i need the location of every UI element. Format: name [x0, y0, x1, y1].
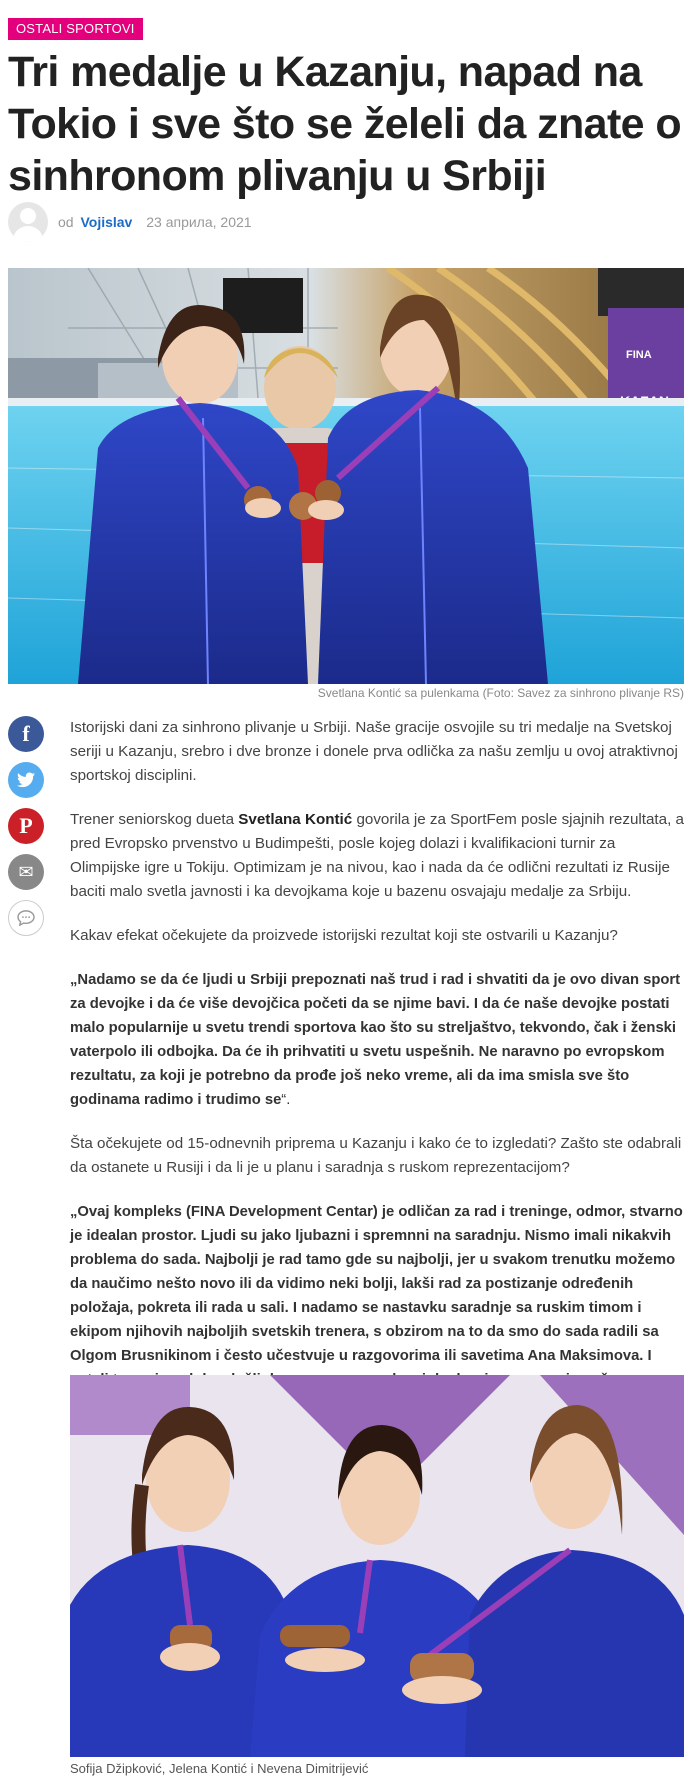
answer-1: [70, 968, 684, 1112]
paragraph-coach: [70, 808, 684, 904]
pinterest-icon: P: [19, 813, 33, 838]
comments-button[interactable]: [8, 900, 44, 936]
facebook-share-button[interactable]: [8, 716, 44, 752]
share-bar: [8, 716, 44, 946]
coach-name: Svetlana Kontić: [238, 811, 353, 828]
comment-icon: [17, 910, 35, 926]
email-icon: ✉: [18, 861, 34, 882]
pinterest-share-button[interactable]: [8, 808, 44, 844]
second-photo: [70, 1375, 684, 1757]
banner-fina: FINA: [626, 349, 652, 361]
article-meta: [8, 202, 252, 242]
category-badge[interactable]: OSTALI SPORTOVI: [8, 18, 143, 40]
answer-1-end: “.: [281, 1092, 291, 1108]
paragraph-coach-start: Trener seniorskog dueta: [70, 811, 239, 828]
paragraph-coach-end: govorila je za SportFem posle sjajnih rezultata, a pred Evropsko prvenstvo u Budimpešti, posle kojeg dolazi i kvalifikacioni turnir za Olimpijske igre u Tokiju. Optimizam je na nivou, kao i nada da će odlični rezultati iz Rusije baciti malo svetla javnosti i ka devojkama koje u bazenu osvajaju medalje za Srbiju.: [70, 811, 684, 900]
paragraph-intro: Istorijski dani za sinhrono plivanje u Srbiji. Naše gracije osvojile su tri medalje na Svetskoj seriji u Kazanju, srebro i dve bronze i donele prva odlička za našu zemlju u ovoj atraktivnoj sportskoj disciplini.: [70, 719, 678, 784]
answer-1-text: „Nadamo se da će ljudi u Srbiji prepoznati naš trud i rad i shvatiti da je ovo divan sport za devojke i da će više devojčica početi da se njime bavi. I da će naše devojke postati malo popularnije u svetu trendi sportova kao što su streljaštvo, tekvondo, čak i ženski vaterpolo ili odbojka. Da će ih prihvatiti u svetu uspešnih. Ne naravno po evropskom rezultatu, za koji je potrebno da prođe još neko vreme, ali da ima smisla sve što godinama radimo i trudimo se: [70, 972, 681, 1108]
article-title: Tri medalje u Kazanju, napad na Tokio i sve što se želeli da znate o sinhronom plivanju u Srbiji: [8, 48, 681, 200]
byline-prefix: od: [58, 214, 74, 230]
facebook-icon: f: [22, 721, 30, 746]
email-share-button[interactable]: [8, 854, 44, 890]
author-link[interactable]: Vojislav: [80, 214, 133, 230]
byline: [58, 214, 252, 230]
question-2: Šta očekujete od 15-odnevnih priprema u Kazanju i kako će to izgledati? Zašto ste odabrali da ostanete u Rusiji i da li je u planu i saradnja s ruskom reprezentacijom?: [70, 1135, 682, 1176]
hero-photo: [8, 268, 684, 684]
question-1: Kakav efekat očekujete da proizvede istorijski rezultat koji ste ostvarili u Kazanju?: [70, 927, 618, 944]
second-photo-caption: Sofija Džipković, Jelena Kontić i Nevena Dimitrijević: [70, 1761, 369, 1776]
author-avatar[interactable]: [8, 202, 48, 242]
hero-photo-caption: Svetlana Kontić sa pulenkama (Foto: Savez za sinhrono plivanje RS): [317, 686, 684, 700]
answer-2-text: „Ovaj kompleks (FINA Development Centar) je odličan za rad i treninge, odmor, stvarno je idealan prostor. Ljudi su jako ljubazni i spremnni na saradnju. Nismo imali nikakvih problema do sada. Najbolji je rad tamo gde su najbolji, jer u svakom trenutku možemo da naučimo nešto novo ili da vidimo neki bolji, lakši rad za postizanje određenih položaja, pokreta ili rada u sali. I nadamo se nastavku saradnje sa ruskim timom i ekipom njihovih najboljih svetskih trenera, s obzirom na to da smo do sada radili sa Olgom Brusnikinom i često učestvuje u razgovorima ili savetima Ana Maksimova. I: [70, 1204, 683, 1364]
publish-date: 23 априла, 2021: [146, 214, 252, 230]
twitter-icon: [17, 772, 35, 788]
article-body: [70, 716, 684, 1436]
twitter-share-button[interactable]: [8, 762, 44, 798]
